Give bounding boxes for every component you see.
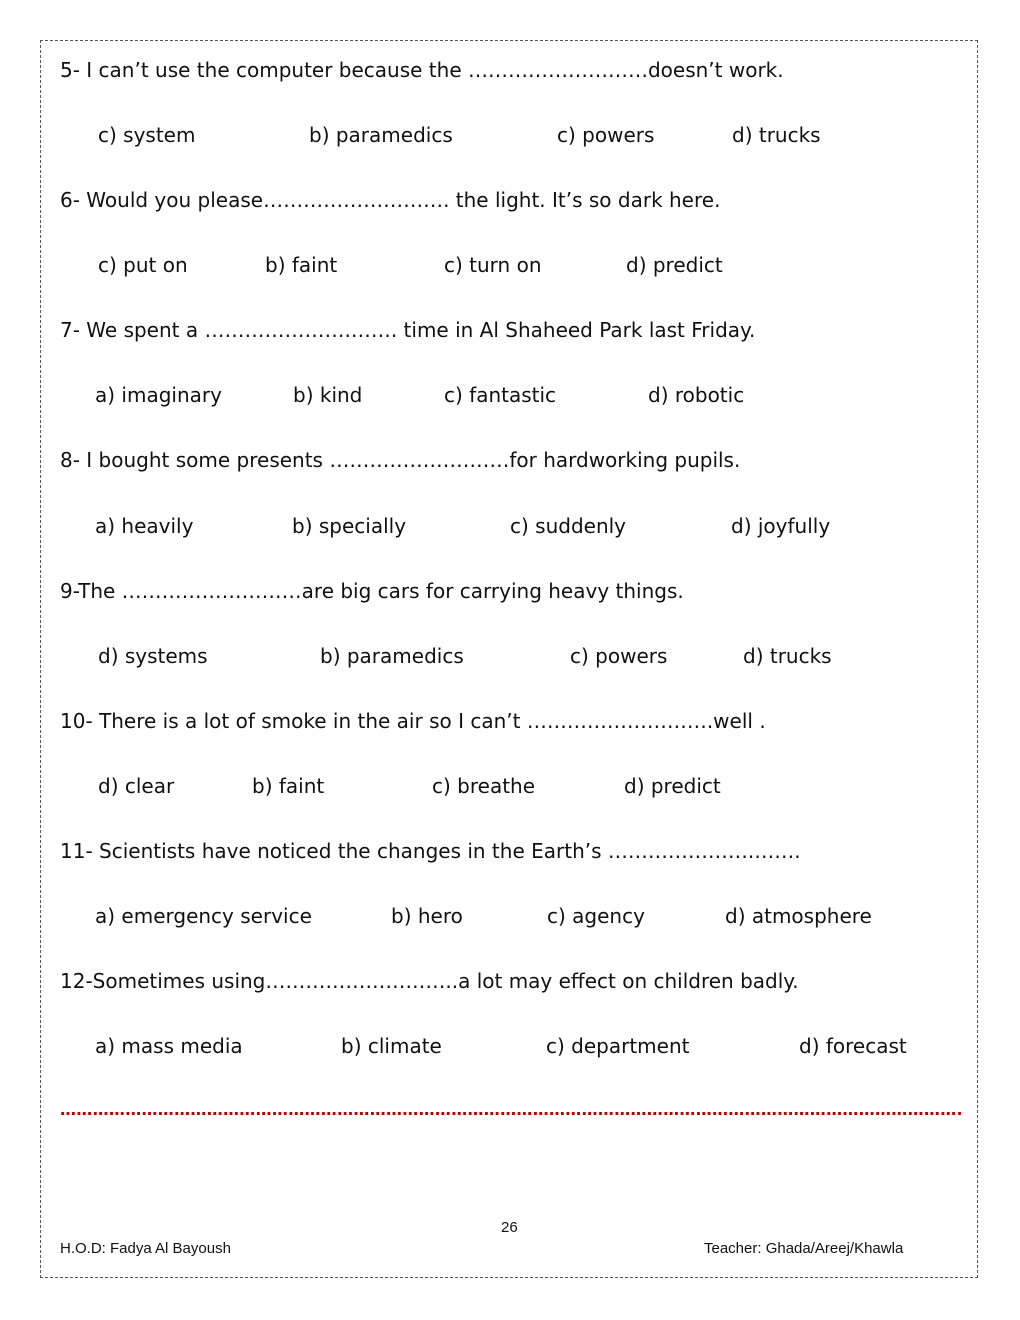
q10-option-3: c) breathe	[432, 774, 536, 798]
q12-option-2: b) climate	[341, 1034, 442, 1058]
hod-name: H.O.D: Fadya Al Bayoush	[60, 1240, 231, 1257]
question-7-text: 7- We spent a ………………….……. time in Al Shaheed Park last Friday.	[60, 318, 756, 342]
q6-option-3: c) turn on	[444, 253, 542, 277]
q7-option-3: c) fantastic	[444, 383, 557, 407]
q5-option-4: d) trucks	[732, 123, 821, 147]
q9-option-1: d) systems	[98, 644, 208, 668]
question-12-text: 12-Sometimes using………………………..a lot may effect on children badly.	[60, 969, 799, 993]
q11-option-3: c) agency	[547, 904, 645, 928]
q6-option-4: d) predict	[626, 253, 723, 277]
q12-option-1: a) mass media	[95, 1034, 243, 1058]
teacher-names: Teacher: Ghada/Areej/Khawla	[704, 1240, 904, 1257]
q7-option-4: d) robotic	[648, 383, 745, 407]
question-11-text: 11- Scientists have noticed the changes in the Earth’s ………………….…….	[60, 839, 801, 863]
q9-option-4: d) trucks	[743, 644, 832, 668]
question-9-text: 9-The ………………………are big cars for carrying heavy things.	[60, 579, 684, 603]
q9-option-2: b) paramedics	[320, 644, 464, 668]
q11-option-4: d) atmosphere	[725, 904, 872, 928]
q6-option-1: c) put on	[98, 253, 188, 277]
q10-option-1: d) clear	[98, 774, 175, 798]
question-5-text: 5- I can’t use the computer because the ………………………doesn’t work.	[60, 58, 784, 82]
q8-option-2: b) specially	[292, 514, 407, 538]
q12-option-4: d) forecast	[799, 1034, 907, 1058]
question-10-text: 10- There is a lot of smoke in the air so I can’t ……………………….well .	[60, 709, 766, 733]
question-8-text: 8- I bought some presents ………………………for hardworking pupils.	[60, 448, 741, 472]
q12-option-3: c) department	[546, 1034, 690, 1058]
q8-option-4: d) joyfully	[731, 514, 831, 538]
question-6-text: 6- Would you please………………………. the light. It’s so dark here.	[60, 188, 721, 212]
q8-option-3: c) suddenly	[510, 514, 627, 538]
q10-option-2: b) faint	[252, 774, 325, 798]
q5-option-1: c) system	[98, 123, 196, 147]
q8-option-1: a) heavily	[95, 514, 194, 538]
page-number: 26	[501, 1219, 518, 1236]
q10-option-4: d) predict	[624, 774, 721, 798]
q11-option-2: b) hero	[391, 904, 463, 928]
q9-option-3: c) powers	[570, 644, 668, 668]
red-dotted-divider: ………………………………………………………………………………………………………………………………………………….	[60, 1100, 963, 1119]
q5-option-3: c) powers	[557, 123, 655, 147]
q6-option-2: b) faint	[265, 253, 338, 277]
q7-option-2: b) kind	[293, 383, 363, 407]
q7-option-1: a) imaginary	[95, 383, 222, 407]
q5-option-2: b) paramedics	[309, 123, 453, 147]
q11-option-1: a) emergency service	[95, 904, 312, 928]
